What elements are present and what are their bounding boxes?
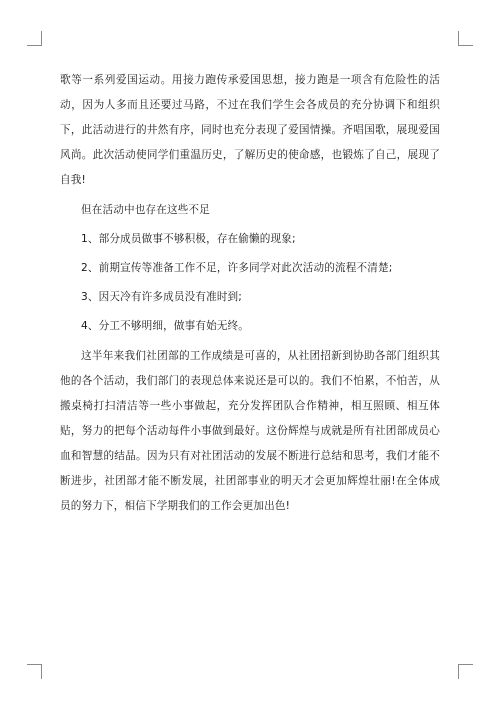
document-body [60, 68, 440, 519]
crop-mark-top-right [458, 31, 473, 46]
list-item-1: 1、部分成员做事不够积极，存在偷懒的现象; [81, 233, 296, 245]
list-item-2: 2、前期宣传等准备工作不足，许多同学对此次活动的流程不清楚; [81, 262, 393, 274]
crop-mark-bottom-left [27, 664, 42, 679]
paragraph-continuation: 歌等一系列爱国运动。用接力跑传承爱国思想，接力跑是一项含有危险性的活动，因为人多而且还要过马路，不过在我们学生会各成员的充分协调下和组织下，此活动进行的井然有序，同时也充分表现了爱国情操。齐唱国歌，展现爱国风尚。此次活动使同学们重温历史，了解历史的使命感，也锻炼了自己，展现了自我! [60, 74, 440, 186]
list-item-4: 4、分工不够明细，做事有始无终。 [81, 320, 250, 332]
crop-mark-bottom-right [458, 664, 473, 679]
list-item-3: 3、因天冷有许多成员没有准时到; [81, 291, 243, 303]
paragraph-summary: 这半年来我们社团部的工作成绩是可喜的，从社团招新到协助各部门组织其他的各个活动，我们部门的表现总体来说还是可以的。我们不怕累，不怕苦，从搬桌椅打扫清洁等一些小事做起，充分发挥团队合作精神，相互照顾、相互体贴，努力的把每个活动每件小事做到最好。这份辉煌与成就是所有社团部成员心血和智慧的结晶。因为只有对社团活动的发展不断进行总结和思考，我们才能不断进步，社团部才能不断发展，社团部事业的明天才会更加辉煌壮丽!在全体成员的努力下，相信下学期我们的工作会更加出色! [60, 350, 440, 512]
crop-mark-top-left [27, 31, 42, 46]
paragraph-shortcomings-intro: 但在活动中也存在这些不足 [81, 204, 210, 216]
